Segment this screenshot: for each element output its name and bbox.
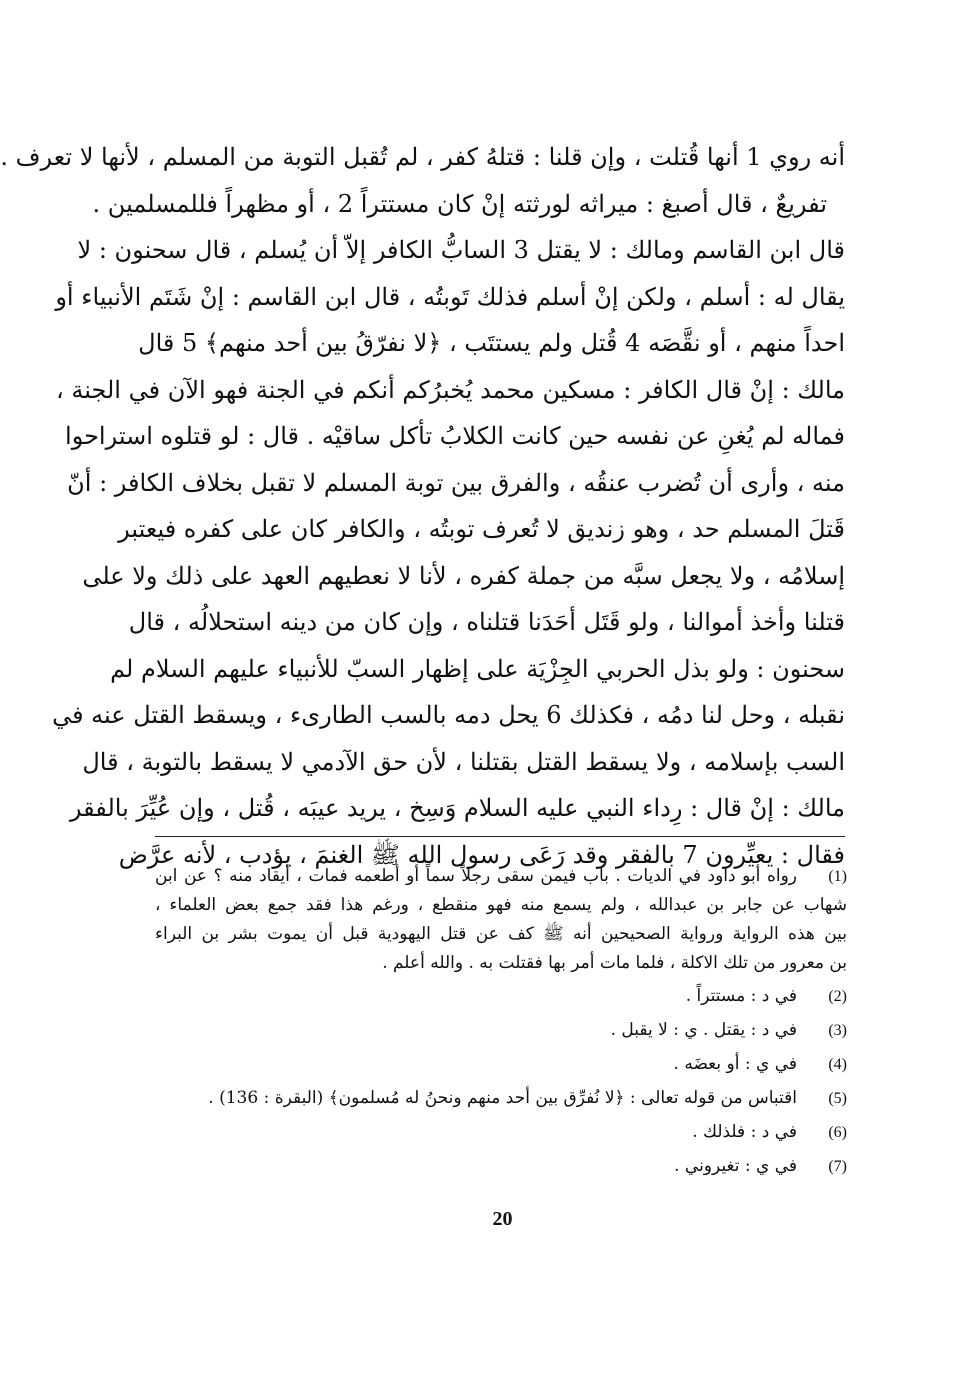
footnote-line: في د : فلذلك . bbox=[692, 1122, 797, 1142]
footnote-number: (7) bbox=[828, 1158, 847, 1175]
footnote-body bbox=[155, 1050, 797, 1079]
text-line: فقال : يعيِّرون 7 بالفقر وقد رَعَى رسول الله ﷺ الغنمَ ، يؤدب ، لأنه عرَّض bbox=[118, 840, 845, 869]
footnote-body bbox=[155, 1016, 797, 1045]
footnote-line: اقتباس من قوله تعالى : ﴿لا نُفرِّق بين أحد منهم ونحنُ له مُسلمون﴾ (البقرة : 136) . bbox=[208, 1088, 797, 1108]
text-line: مالك : إنْ قال : رِداء النبي عليه السلام وَسِخ ، يريد عيبَه ، قُتل ، وإن عُيِّرَ بالفقر bbox=[69, 794, 845, 822]
footnote-body bbox=[155, 1152, 797, 1181]
text-line: قتلنا وأخذ أموالنا ، ولو قَتَل أحَدَنا قتلناه ، وإن كان من دينه استحلالُه ، قال bbox=[128, 608, 845, 636]
text-line: قَتلَ المسلم حد ، وهو زنديق لا تُعرف توبتُه ، والكافر كان على كفره فيعتبر bbox=[118, 515, 845, 543]
footnote-line: شهاب عن جابر بن عبدالله ، ولم يسمع منه فهو منقطع ، ورغم هذا فقد جمع بعض العلماء ، bbox=[155, 895, 847, 915]
text-line: أنه روي 1 أنها قُتلت ، وإن قلنا : قتلهُ كفر ، لم تُقبل التوبة من المسلم ، لأنها لا تعرف . bbox=[0, 143, 845, 171]
footnote-6 bbox=[155, 1118, 847, 1148]
footnote-separator bbox=[155, 836, 845, 837]
text-line: فماله لم يُغنِ عن نفسه حين كانت الكلابُ تأكل ساقيْه . قال : لو قتلوه استراحوا bbox=[65, 422, 845, 450]
footnote-number: (1) bbox=[828, 868, 847, 885]
footnote-3 bbox=[155, 1016, 847, 1046]
footnote-7 bbox=[155, 1152, 847, 1182]
footnote-line: بن معرور من تلك الاكلة ، فلما مات أمر بها فقتلت به . والله أعلم . bbox=[382, 953, 847, 973]
footnote-line: في ي : أو بعضَه . bbox=[673, 1054, 797, 1074]
footnote-1 bbox=[155, 862, 847, 978]
page-number: 20 bbox=[492, 1208, 513, 1230]
text-line: السب بإسلامه ، ولا يسقط القتل بقتلنا ، لأن حق الآدمي لا يسقط بالتوبة ، قال bbox=[82, 747, 845, 776]
text-line: يقال له : أسلم ، ولكن إنْ أسلم فذلك تَوبتُه ، قال ابن القاسم : إنْ شَتَم الأنبياء أو bbox=[55, 282, 845, 311]
footnote-body bbox=[155, 862, 847, 978]
text-line: احداً منهم ، أو نقَّصَه 4 قُتل ولم يستتَب ، ﴿لا نفرّقُ بين أحد منهم﴾ 5 قال bbox=[138, 329, 845, 357]
text-line: إسلامُه ، ولا يجعل سبَّه من جملة كفره ، لأنا لا نعطيهم العهد على ذلك ولا على bbox=[82, 561, 845, 590]
footnote-number: (2) bbox=[828, 988, 847, 1005]
text-line: منه ، وأرى أن تُضرب عنقُه ، والفرق بين توبة المسلم لا تقبل بخلاف الكافر : أنّ bbox=[67, 468, 845, 497]
text-line: سحنون : ولو بذل الحربي الجِزْيَة على إظهار السبّ للأنبياء عليهم السلام لم bbox=[110, 654, 845, 683]
footnote-number: (3) bbox=[828, 1022, 847, 1039]
main-text bbox=[0, 134, 845, 878]
text-line: نقبله ، وحل لنا دمُه ، فكذلك 6 يحل دمه بالسب الطارىء ، ويسقط القتل عنه في bbox=[52, 701, 845, 729]
footnote-2 bbox=[155, 982, 847, 1012]
footnote-number: (4) bbox=[828, 1056, 847, 1073]
text-line: قال ابن القاسم ومالك : لا يقتل 3 السابُّ الكافر إلاّ أن يُسلم ، قال سحنون : لا bbox=[77, 236, 845, 264]
footnote-body bbox=[155, 982, 797, 1011]
footnote-line: في د : مستتراً . bbox=[685, 986, 797, 1006]
footnote-line: في د : يقتل . ي : لا يقبل . bbox=[610, 1020, 797, 1040]
text-line: مالك : إنْ قال الكافر : مسكين محمد يُخبرُكم أنكم في الجنة فهو الآن في الجنة ، bbox=[56, 375, 845, 404]
footnote-body bbox=[155, 1084, 797, 1113]
footnote-5 bbox=[155, 1084, 847, 1114]
footnote-number: (5) bbox=[828, 1090, 847, 1107]
footnote-body bbox=[155, 1118, 797, 1147]
footnote-number: (6) bbox=[828, 1124, 847, 1141]
footnote-line: رواه أبو داود في الديات . باب فيمن سقى رجلاً سماً أو أطعمه فمات ، أيقاد منه ؟ عن ابن bbox=[155, 866, 797, 886]
footnotes bbox=[155, 862, 847, 1182]
footnote-line: بين هذه الرواية ورواية الصحيحين أنه ﷺ كف عن قتل اليهودية قبل أن يموت بشر بن البراء bbox=[155, 924, 847, 944]
footnote-line: في ي : تغيروني . bbox=[674, 1156, 797, 1176]
footnote-4 bbox=[155, 1050, 847, 1080]
text-line: تفريعٌ ، قال أصبغ : ميراثه لورثته إنْ كان مستتراً 2 ، أو مظهراً فللمسلمين . bbox=[92, 189, 827, 218]
